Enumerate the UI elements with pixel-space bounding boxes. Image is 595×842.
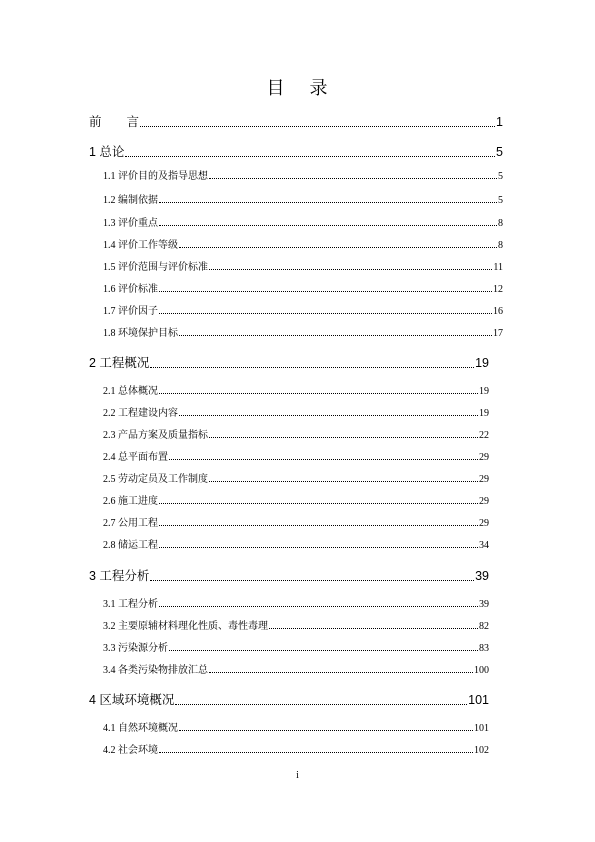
toc-entry-page: 29 xyxy=(479,496,489,507)
toc-entry-page: 5 xyxy=(498,195,503,206)
toc-entry-label: 1.1 评价目的及指导思想 xyxy=(103,171,208,182)
toc-leader-dots xyxy=(209,480,478,482)
toc-entry-label: 3.3 污染源分析 xyxy=(103,643,168,654)
toc-entry-label: 4.1 自然环境概况 xyxy=(103,723,178,734)
toc-entry-page: 101 xyxy=(474,723,489,734)
toc-entry-page: 102 xyxy=(474,745,489,756)
title-char-1: 目 xyxy=(266,78,286,99)
toc-entry-label: 前 言 xyxy=(89,115,140,129)
toc-entry-label: 2.7 公用工程 xyxy=(103,518,158,529)
toc-entry-label: 2.4 总平面布置 xyxy=(103,452,168,463)
toc-entry-label: 1.6 评价标准 xyxy=(103,284,158,295)
toc-entry-page: 29 xyxy=(479,474,489,485)
toc-entry-label: 4 区域环境概况 xyxy=(89,693,175,707)
toc-entry-label: 2 工程概况 xyxy=(89,356,150,370)
toc-entry-page: 8 xyxy=(498,218,503,229)
toc-entry-label: 1 总论 xyxy=(89,145,125,159)
toc-leader-dots xyxy=(179,334,492,336)
toc-entry-label: 1.3 评价重点 xyxy=(103,218,158,229)
toc-leader-dots xyxy=(159,751,473,753)
toc-section-entry[interactable] xyxy=(103,719,489,734)
toc-leader-dots xyxy=(150,366,474,368)
toc-entry-page: 11 xyxy=(493,262,503,273)
toc-section-entry[interactable] xyxy=(103,617,489,632)
toc-entry-label: 2.6 施工进度 xyxy=(103,496,158,507)
toc-section-entry[interactable] xyxy=(103,536,489,551)
toc-chapter-entry[interactable] xyxy=(89,142,503,160)
toc-section-entry[interactable] xyxy=(103,661,489,676)
toc-leader-dots xyxy=(125,155,495,157)
toc-entry-page: 83 xyxy=(479,643,489,654)
toc-entry-label: 1.2 编制依据 xyxy=(103,195,158,206)
toc-entry-label: 3 工程分析 xyxy=(89,569,150,583)
toc-entry-label: 2.5 劳动定员及工作制度 xyxy=(103,474,208,485)
page-number: i xyxy=(296,770,299,781)
toc-entry-label: 2.2 工程建设内容 xyxy=(103,408,178,419)
toc-entry-label: 1.7 评价因子 xyxy=(103,306,158,317)
toc-section-entry[interactable] xyxy=(103,448,489,463)
toc-leader-dots xyxy=(159,546,478,548)
toc-chapter-entry[interactable] xyxy=(89,690,489,708)
toc-entry-label: 2.1 总体概况 xyxy=(103,386,158,397)
toc-leader-dots xyxy=(179,246,497,248)
toc-entry-page: 29 xyxy=(479,518,489,529)
toc-leader-dots xyxy=(175,703,467,705)
toc-entry-page: 101 xyxy=(468,693,489,707)
toc-leader-dots xyxy=(159,502,478,504)
toc-chapter-entry[interactable] xyxy=(89,566,489,584)
toc-leader-dots xyxy=(179,729,473,731)
toc-chapter-entry[interactable] xyxy=(89,353,489,371)
toc-section-entry[interactable] xyxy=(103,639,489,654)
toc-entry-label: 1.4 评价工作等级 xyxy=(103,240,178,251)
toc-entry-label: 1.8 环境保护目标 xyxy=(103,328,178,339)
toc-section-entry[interactable] xyxy=(103,214,503,229)
toc-entry-page: 19 xyxy=(475,356,489,370)
toc-entry-label: 3.1 工程分析 xyxy=(103,599,158,610)
toc-leader-dots xyxy=(159,312,492,314)
toc-entry-page: 39 xyxy=(475,569,489,583)
toc-entry-page: 82 xyxy=(479,621,489,632)
toc-leader-dots xyxy=(140,125,495,127)
toc-section-entry[interactable] xyxy=(103,595,489,610)
toc-chapter-entry[interactable] xyxy=(89,112,503,130)
toc-entry-label: 4.2 社会环境 xyxy=(103,745,158,756)
title-char-2: 录 xyxy=(309,78,329,99)
toc-leader-dots xyxy=(209,671,473,673)
toc-section-entry[interactable] xyxy=(103,514,489,529)
toc-leader-dots xyxy=(209,177,497,179)
toc-section-entry[interactable] xyxy=(103,426,489,441)
toc-section-entry[interactable] xyxy=(103,236,503,251)
toc-entry-page: 1 xyxy=(496,115,503,129)
toc-leader-dots xyxy=(269,627,478,629)
toc-entry-page: 5 xyxy=(498,171,503,182)
toc-section-entry[interactable] xyxy=(103,470,489,485)
page-title xyxy=(0,74,595,100)
toc-entry-page: 19 xyxy=(479,408,489,419)
toc-entry-page: 100 xyxy=(474,665,489,676)
toc-entry-page: 34 xyxy=(479,540,489,551)
toc-entry-page: 22 xyxy=(479,430,489,441)
toc-entry-page: 12 xyxy=(493,284,503,295)
toc-leader-dots xyxy=(159,605,478,607)
toc-leader-dots xyxy=(159,201,497,203)
toc-section-entry[interactable] xyxy=(103,302,503,317)
toc-leader-dots xyxy=(159,290,492,292)
toc-entry-page: 17 xyxy=(493,328,503,339)
toc-entry-label: 1.5 评价范围与评价标准 xyxy=(103,262,208,273)
toc-leader-dots xyxy=(159,224,497,226)
toc-leader-dots xyxy=(169,458,478,460)
toc-leader-dots xyxy=(159,524,478,526)
toc-leader-dots xyxy=(209,436,478,438)
toc-entry-page: 16 xyxy=(493,306,503,317)
toc-leader-dots xyxy=(150,579,474,581)
toc-leader-dots xyxy=(179,414,478,416)
toc-section-entry[interactable] xyxy=(103,382,489,397)
toc-leader-dots xyxy=(209,268,492,270)
toc-entry-page: 39 xyxy=(479,599,489,610)
toc-section-entry[interactable] xyxy=(103,324,503,339)
toc-section-entry[interactable] xyxy=(103,258,503,273)
toc-entry-page: 5 xyxy=(496,145,503,159)
toc-section-entry[interactable] xyxy=(103,741,489,756)
toc-entry-label: 3.2 主要原辅材料理化性质、毒性毒理 xyxy=(103,621,268,632)
toc-section-entry[interactable] xyxy=(103,191,503,206)
toc-section-entry[interactable] xyxy=(103,167,503,182)
toc-section-entry[interactable] xyxy=(103,280,503,295)
toc-entry-page: 8 xyxy=(498,240,503,251)
toc-entry-label: 3.4 各类污染物排放汇总 xyxy=(103,665,208,676)
toc-entry-page: 19 xyxy=(479,386,489,397)
toc-leader-dots xyxy=(169,649,478,651)
toc-section-entry[interactable] xyxy=(103,492,489,507)
toc-section-entry[interactable] xyxy=(103,404,489,419)
toc-entry-label: 2.8 储运工程 xyxy=(103,540,158,551)
toc-entry-label: 2.3 产品方案及质量指标 xyxy=(103,430,208,441)
toc-entry-page: 29 xyxy=(479,452,489,463)
toc-leader-dots xyxy=(159,392,478,394)
